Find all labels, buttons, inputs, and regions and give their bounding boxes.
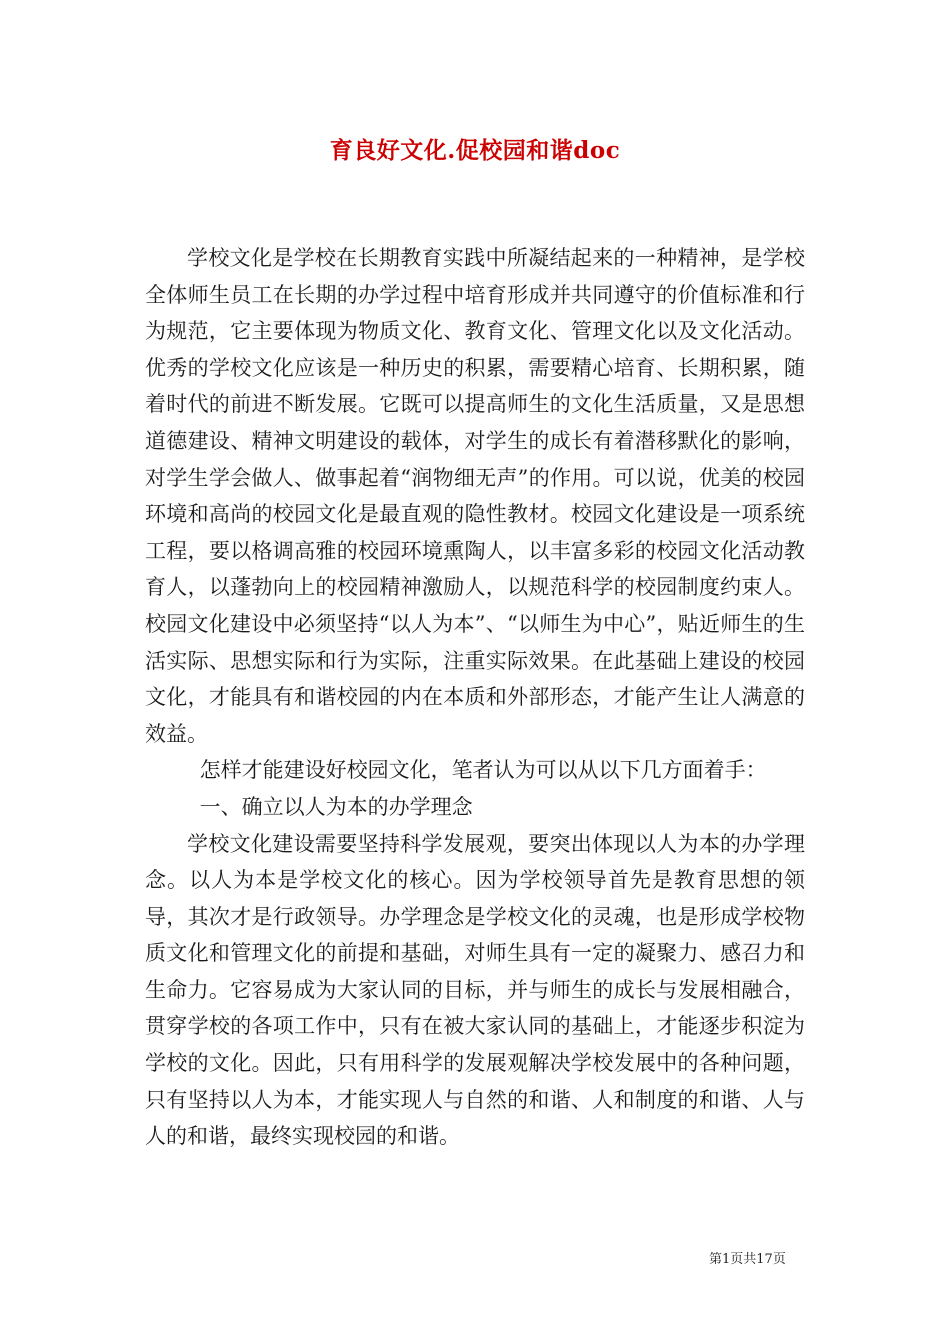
paragraph-question: 怎样才能建设好校园文化，笔者认为可以从以下几方面着手： [199,758,767,783]
document-title: 育良好文化.促校园和谐doc [329,137,621,164]
paragraph-intro: 学校文化是学校在长期教育实践中所凝结起来的一种精神，是学校全体师生员工在长期的办学过程中培育形成并共同遵守的价值标准和行为规范，它主要体现为物质文化、教育文化、管理文化以及文化活动。优秀的学校文化应该是一种历史的积累，需要精心培育、长期积累，随着时代的前进不断发展。它既可以提高师生的文化生活质量，又是思想道德建设、精神文明建设的载体，对学生的成长有着潜移默化的影响，对学生学会做人、做事起着“润物细无声”的作用。可以说，优美的校园环境和高尚的校园文化是最直观的隐性教材。校园文化建设是一项系统工程，要以格调高雅的校园环境熏陶人，以丰富多彩的校园文化活动教育人，以蓬勃向上的校园精神激励人，以规范科学的校园制度约束人。校园文化建设中必须坚持“以人为本”、“以师生为中心”，贴近师生的生活实际、思想实际和行为实际，注重实际效果。在此基础上建设的校园文化，才能具有和谐校园的内在本质和外部形态，才能产生让人满意的效益。 [145,246,805,746]
page-number-footer: 第1页共17页 [709,1252,786,1267]
paragraph-section-1: 学校文化建设需要坚持科学发展观，要突出体现以人为本的办学理念。以人为本是学校文化的核心。因为学校领导首先是教育思想的领导，其次才是行政领导。办学理念是学校文化的灵魂，也是形成学校物质文化和管理文化的前提和基础，对师生具有一定的凝聚力、感召力和生命力。它容易成为大家认同的目标，并与师生的成长与发展相融合，贯穿学校的各项工作中，只有在被大家认同的基础上，才能逐步积淀为学校的文化。因此，只有用科学的发展观解决学校发展中的各种问题，只有坚持以人为本，才能实现人与自然的和谐、人和制度的和谐、人与人的和谐，最终实现校园的和谐。 [145,831,805,1149]
section-heading: 一、确立以人为本的办学理念 [199,794,473,819]
document-body [145,240,805,1155]
